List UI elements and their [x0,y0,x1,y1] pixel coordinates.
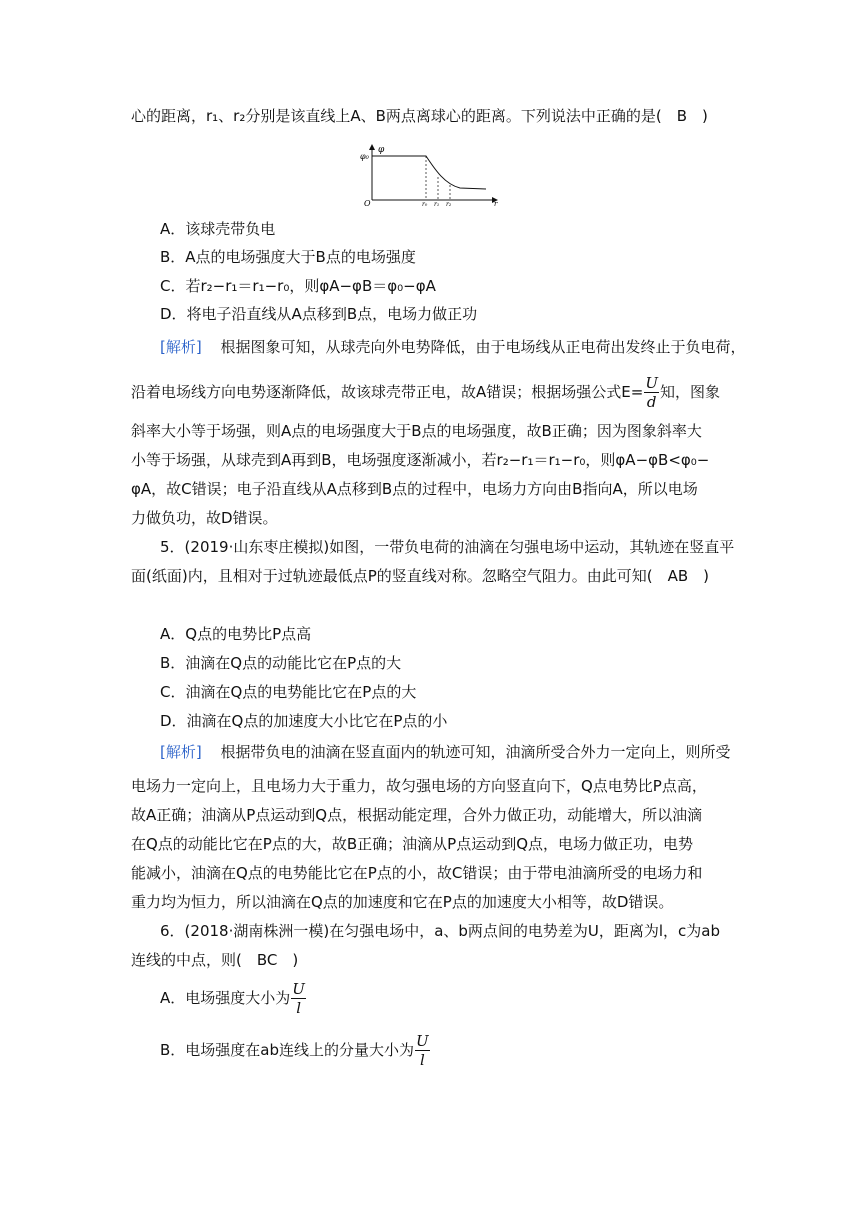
x-label: r [494,200,498,206]
fraction-denominator: d [646,392,657,411]
q6-option-a-text: A．电场强度大小为 [160,989,291,1007]
q4-analysis-line5: φA，故C错误；电子沿直线从A点移到B点的过程中，电场力方向由B指向A，所以电场 [131,480,698,498]
q5-stem-line1: 5．(2019·山东枣庄模拟)如图，一带负电荷的油滴在匀强电场中运动，其轨迹在竖直平 [160,538,735,556]
x-tick-r2: r₂ [446,201,452,206]
q4-analysis-line3: 斜率大小等于场强，则A点的电场强度大于B点的电场强度，故B正确；因为图象斜率大 [131,422,702,440]
q4-option-a: A．该球壳带负电 [160,220,276,238]
x-tick-r0: r₀ [422,201,428,206]
q4-stem-tail: 心的距离，r₁、r₂分别是该直线上A、B两点离球心的距离。下列说法中正确的是( B ) [131,107,708,125]
field-formula-fraction [644,373,659,411]
q5-option-a: A．Q点的电势比P点高 [160,625,312,643]
q6-option-a [160,980,860,1016]
fraction-numerator: U [292,979,305,998]
q4-analysis-line6: 力做负功，故D错误。 [131,509,278,527]
q5-analysis-line2: 电场力一定向上，且电场力大于重力，故匀强电场的方向竖直向下，Q点电势比P点高， [131,777,707,795]
origin-label: O [364,199,371,206]
q4-option-b: B．A点的电场强度大于B点的电场强度 [160,248,416,266]
q4-analysis-text2a: 沿着电场线方向电势逐渐降低，故该球壳带正电，故A错误；根据场强公式E= [131,383,644,401]
q6-stem-line1: 6．(2018·湖南株洲一模)在匀强电场中，a、b两点间的电势差为U，距离为l，c为ab [160,922,721,940]
q4-analysis-tag: [解析] [160,338,202,356]
q6-option-b-text: B．电场强度在ab连线上的分量大小为 [160,1041,415,1059]
q4-analysis-line4: 小等于场强，从球壳到A再到B，电场强度逐渐减小，若r₂−r₁＝r₁−r₀，则φA−φB<φ₀− [131,451,710,469]
y-axis-arrow [369,144,375,150]
fraction-numerator: U [645,373,658,392]
fraction-denominator: l [296,998,301,1017]
q5-analysis-line1 [160,742,860,762]
y-label: φ [378,145,385,155]
y-tick-phi0: φ₀ [360,152,369,161]
q5-option-b: B．油滴在Q点的动能比它在P点的大 [160,654,402,672]
q4-analysis-line2 [131,374,860,410]
potential-curve [372,156,486,189]
q4-option-c: C．若r₂−r₁＝r₁−r₀，则φA−φB＝φ₀−φA [160,277,436,295]
q4-analysis-text1: 根据图象可知，从球壳向外电势降低，由于电场线从正电荷出发终止于负电荷， [220,338,746,356]
fraction-numerator: U [416,1031,429,1050]
q5-analysis-line4: 在Q点的动能比它在P点的大，故B正确；油滴从P点运动到Q点，电场力做正功，电势 [131,835,693,853]
q5-analysis-text1: 根据带负电的油滴在竖直面内的轨迹可知，油滴所受合外力一定向上，则所受 [220,743,731,761]
q6-option-b [160,1032,860,1068]
q6-stem-line2: 连线的中点，则( BC ) [131,951,299,969]
q4-analysis-line1 [160,337,860,357]
q5-option-d: D．油滴在Q点的加速度大小比它在P点的小 [160,712,448,730]
q5-analysis-line5: 能减小，油滴在Q点的电势能比它在P点的小，故C错误；由于带电油滴所受的电场力和 [131,864,703,882]
q5-stem-line2: 面(纸面)内，且相对于过轨迹最低点P的竖直线对称。忽略空气阻力。由此可知( AB ) [131,567,710,585]
q5-analysis-line3: 故A正确；油滴从P点运动到Q点，根据动能定理，合外力做正功，动能增大，所以油滴 [131,806,703,824]
q4-analysis-text2b: 知，图象 [659,383,720,401]
q4-potential-graph [360,144,500,206]
q4-option-d: D．将电子沿直线从A点移到B点，电场力做正功 [160,305,478,323]
q6-option-a-fraction [291,979,306,1017]
fraction-denominator: l [419,1050,425,1069]
q5-analysis-tag: [解析] [160,743,202,761]
x-tick-r1: r₁ [434,201,440,206]
q5-option-c: C．油滴在Q点的电势能比它在P点的大 [160,683,417,701]
q6-option-b-fraction [415,1031,430,1069]
q5-analysis-line6: 重力均为恒力，所以油滴在Q点的加速度和它在P点的加速度大小相等，故D错误。 [131,893,674,911]
